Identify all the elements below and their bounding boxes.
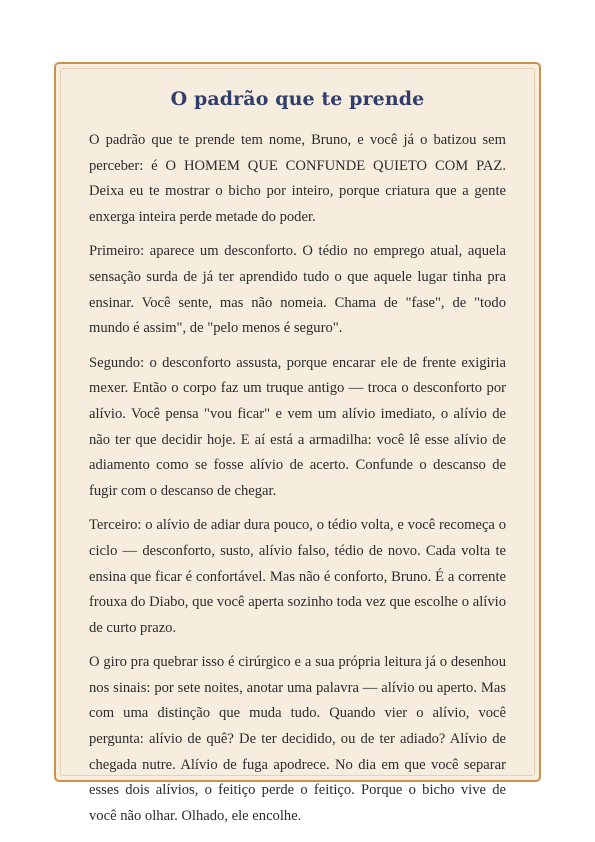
document-card <box>54 62 541 824</box>
paragraph-2: Primeiro: aparece um desconforto. O tédio no emprego atual, aquela sensação surda de já ter aprendido tudo o que aquele lugar tinha pra ensinar. Você sente, mas não nomeia. Chama de "fase", de "todo mundo é assim", de "pelo menos é seguro". <box>89 243 506 337</box>
paragraph-4: Terceiro: o alívio de adiar dura pouco, o tédio volta, e você recomeça o ciclo — desconforto, susto, alívio falso, tédio de novo. Cada volta te ensina que ficar é confortável. Mas não é conforto, Bruno. É a corrente frouxa do Diabo, que você aperta sozinho toda vez que escolhe o alívio de curto prazo. <box>89 517 506 636</box>
paragraph-1: O padrão que te prende tem nome, Bruno, e você já o batizou sem perceber: é O HOMEM QUE CONFUNDE QUIETO COM PAZ. Deixa eu te mostrar o bicho por inteiro, porque criatura que a gente enxerga inteira perde metade do poder. <box>89 132 506 225</box>
paragraph-5: O giro pra quebrar isso é cirúrgico e a sua própria leitura já o desenhou nos sinais: por sete noites, anotar uma palavra — alívio ou aperto. Mas com uma distinção que muda tudo. Quando vier o alívio, você pergunta: alívio de quê? De ter decidido, ou de ter adiado? Alívio de chegada nutre. Alívio de fuga apodrece. No dia em que você separar esses dois alívios, o feitiço perde o feitiço. Porque o bicho vive de você não olhar. Olhado, ele encolhe. <box>89 654 506 824</box>
paragraph-3: Segundo: o desconforto assusta, porque encarar ele de frente exigiria mexer. Então o corpo faz um truque antigo — troca o desconforto por alívio. Você pensa "vou ficar" e vem um alívio imediato, o alívio de não ter que decidir hoje. E aí está a armadilha: você lê esse alívio de adiamento como se fosse alívio de acerto. Confunde o descanso de fugir com o descanso de chegar. <box>89 354 506 499</box>
document-title: O padrão que te prende <box>170 88 425 110</box>
document-body <box>89 128 506 838</box>
